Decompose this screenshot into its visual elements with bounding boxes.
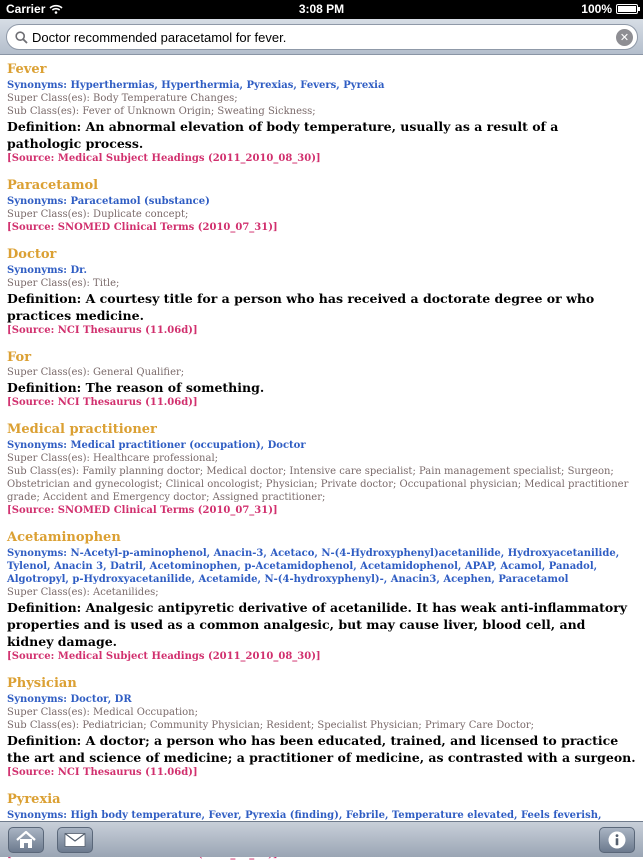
home-button[interactable] [8,827,44,853]
search-bar [0,19,643,55]
bottom-toolbar [0,821,643,857]
result-entry [0,178,643,234]
entry-synonyms: Synonyms: Medical practitioner (occupation), Doctor [7,440,306,451]
info-button[interactable] [599,827,635,853]
mail-icon [64,832,86,848]
home-icon [15,830,37,850]
entry-definition: Definition: Analgesic antipyretic derivative of acetanilide. It has weak anti-inflammatory properties and is used as a common analgesic, but may cause liver, blood cell, and kidney damage. [7,600,628,649]
entry-term: Paracetamol [7,178,99,193]
entry-term: Physician [7,676,77,691]
entry-superclass: Super Class(es): Healthcare professional; [7,453,219,464]
result-entry [0,530,643,663]
entry-subclass: Sub Class(es): Fever of Unknown Origin; Sweating Sickness; [7,106,316,117]
entry-superclass: Super Class(es): General Qualifier; [7,367,185,378]
result-entry [0,350,643,409]
entry-subclass: Sub Class(es): Family planning doctor; Medical doctor; Intensive care specialist; Pain management specialist; Surgeon; Obstetrician and gynecologist; Clinical oncologist; Physician; Private doctor; Occupational physician; Medical practitioner grade; Accident and Emergency doctor; Assigned practitioner; [7,466,629,503]
entry-source: [Source: SNOMED Clinical Terms (2010_07_31)] [7,222,278,233]
entry-superclass: Super Class(es): Acetanilides; [7,587,159,598]
entry-synonyms: Synonyms: Paracetamol (substance) [7,196,210,207]
entry-definition: Definition: The reason of something. [7,380,265,395]
entry-superclass: Super Class(es): Medical Occupation; [7,707,198,718]
entry-synonyms: Synonyms: Doctor, DR [7,694,132,705]
result-entry [0,62,643,165]
entry-synonyms: Synonyms: Dr. [7,265,87,276]
results-list[interactable] [0,56,643,821]
status-bar [0,0,643,19]
entry-source: [Source: SNOMED Clinical Terms (2010_07_31)] [7,505,278,516]
carrier-label: Carrier [6,2,46,16]
entry-superclass: Super Class(es): Body Temperature Changes; [7,93,238,104]
entry-term: Doctor [7,247,57,262]
entry-source: [Source: NCI Thesaurus (11.06d)] [7,325,198,336]
result-entry [0,422,643,517]
info-icon [607,830,627,850]
result-entry [0,676,643,779]
entry-source: [Source: NCI Thesaurus (11.06d)] [7,767,198,778]
close-icon: ✕ [619,31,630,44]
search-field[interactable] [6,24,638,50]
result-entry [0,247,643,337]
entry-term: For [7,350,32,365]
clear-search-button[interactable] [616,29,633,46]
entry-definition: Definition: A courtesy title for a person who has received a doctorate degree or who practices medicine. [7,291,595,323]
entry-superclass: Super Class(es): Duplicate concept; [7,209,189,220]
battery-percentage: 100% [581,2,612,16]
entry-source: [Source: Medical Subject Headings (2011_2010_08_30)] [7,153,321,164]
search-icon [15,31,28,44]
battery-icon [616,4,638,14]
entry-term: Medical practitioner [7,422,157,437]
entry-definition: Definition: A doctor; a person who has been educated, trained, and licensed to practice the art and science of medicine; a practitioner of medicine, as contrasted with a surgeon. [7,733,636,765]
entry-term: Pyrexia [7,792,61,807]
entry-superclass: Super Class(es): Title; [7,278,120,289]
battery-indicator [581,2,638,16]
entry-subclass: Sub Class(es): Pediatrician; Community Physician; Resident; Specialist Physician; Primary Care Doctor; [7,720,535,731]
entry-source: [Source: NCI Thesaurus (11.06d)] [7,397,198,408]
entry-term: Fever [7,62,47,77]
clock: 3:08 PM [298,2,345,16]
entry-synonyms: Synonyms: N-Acetyl-p-aminophenol, Anacin-3, Acetaco, N-(4-Hydroxyphenyl)acetanilide, Hydroxyacetanilide, Tylenol, Anacin 3, Datril, Acetominophen, p-Acetamidophenol, Acetamidophenol, APAP, Acamol, Panadol, Algotropyl, p-Hydroxyacetanilide, Acetamide, N-(4-hydroxyphenyl)-, Anacin3, Acephen, Paracetamol [7,548,620,585]
entry-source: [Source: Medical Subject Headings (2011_2010_08_30)] [7,651,321,662]
entry-synonyms: Synonyms: High body temperature, Fever, Pyrexia (finding), Febrile, Temperature elevated, Feels feverish, [7,810,602,821]
entry-synonyms: Synonyms: Hyperthermias, Hyperthermia, Pyrexias, Fevers, Pyrexia [7,80,385,91]
entry-definition: Definition: An abnormal elevation of body temperature, usually as a result of a pathologic process. [7,119,559,151]
search-input[interactable] [32,26,592,48]
entry-term: Acetaminophen [7,530,121,545]
mail-button[interactable] [57,827,93,853]
